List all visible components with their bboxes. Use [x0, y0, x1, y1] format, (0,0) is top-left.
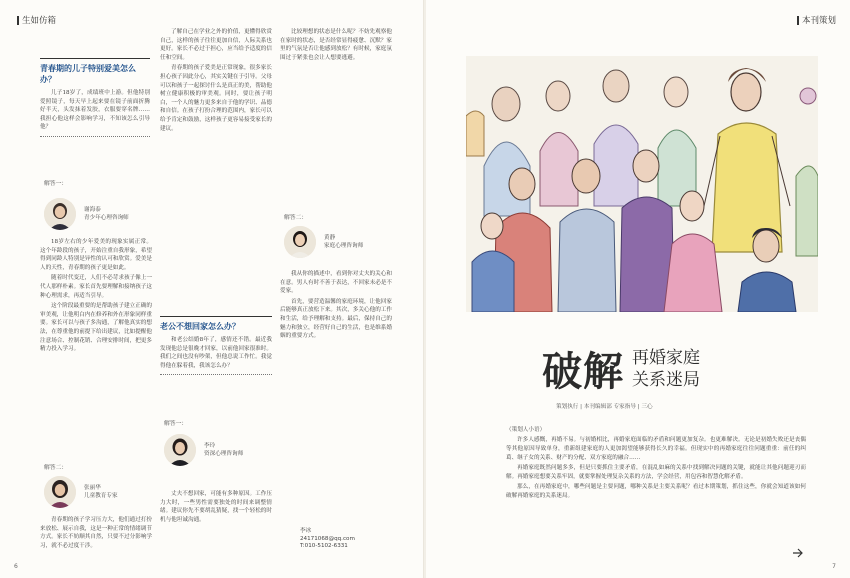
portrait-icon	[44, 198, 76, 230]
answer-label: 解答一：	[164, 421, 188, 427]
expert-title: 青少年心理咨询师	[84, 215, 129, 221]
expert-info	[324, 234, 363, 250]
answer-label: 解答二：	[284, 215, 308, 221]
section-tag-right-label: 本刊策划	[801, 16, 836, 26]
paragraph: 首先，要营造温馨的家庭环境，让他回家后能够真正放松下来。其次，多关心他的工作和生活，给予理解和支持。最后，保持自己的魅力和独立，经营好自己的生活，也是维系婚姻的重要方式。	[280, 298, 392, 340]
page-number-right: 7	[832, 563, 836, 570]
expert-card	[164, 434, 274, 470]
headline-main: 破解	[542, 348, 624, 395]
column-3-text	[280, 28, 392, 188]
paragraph: 比较理想的状态是什么呢？不妨先观察他在家时的状态，是否经常显得疲惫、沉默？家里的气氛是否让他感到放松？有时候，家庭氛围过于紧张也会让人想要逃避。	[280, 29, 392, 61]
question-1-body	[40, 89, 150, 132]
expert-title: 资深心理咨询师	[204, 451, 244, 457]
expert-avatar	[44, 476, 76, 508]
expert-title: 儿童教育专家	[84, 493, 118, 499]
contact-label: 李冰	[300, 528, 312, 534]
expert-title: 家庭心理咨询师	[324, 243, 364, 249]
headline-sub-line-1: 再婚家庭	[632, 347, 700, 368]
question-2-paragraph: 和老公结婚8年了，感情还不错。最近我发现他总是很晚才回家，以前他回家很准时。我们之间也没有吵架，但他总说工作忙。我觉得他在躲着我，我该怎么办？	[160, 337, 272, 369]
portrait-icon	[164, 434, 196, 466]
expert-name: 张丽华	[84, 485, 101, 491]
divider	[40, 136, 150, 137]
paragraph: 这个阶段最重要的是帮助孩子建立正确的审美观，让他明白内在修养和外在形象同样重要。家长可以与孩子多沟通，了解他真实的想法，在尊重他的前提下给出建议，比如提醒他注意场合、控制花销、合理安排时间，把更多精力投入学习。	[40, 303, 152, 353]
answer-text-3	[160, 490, 272, 562]
column-2-text	[160, 28, 272, 290]
feature-credit: 策划执行 | 本刊编辑部 专家指导 | 三心	[556, 404, 653, 410]
divider	[160, 374, 272, 375]
feature-headline	[542, 340, 700, 397]
section-tag-right	[794, 14, 836, 26]
expert-info	[204, 442, 243, 458]
question-1-paragraph: 儿子18岁了，成绩班中上游。但他特别爱照镜子，每天早上起来要在镜子前面折腾好半天，头发抹着发胶，衣服要穿名牌……我担心他这样会影响学习，不知该怎么引导他？	[40, 90, 150, 131]
intro-heading: （策划人小语）	[506, 427, 546, 433]
contact-phone: T:010-5102-6331	[300, 543, 348, 550]
contact-email[interactable]: 24171068@qq.com	[300, 535, 355, 542]
intro-paragraph: 再婚家庭既然问题多多，但是只要抓住主要矛盾，在混乱如麻的关系中找到解决问题的关键，就能让其他问题迎刃而解。再婚家庭想要关系牢固，就要掌握处理复杂关系的方法，学会经营，用包容和智慧化解矛盾。	[506, 465, 806, 480]
intro-paragraph: 那么，在再婚家庭中，哪些问题是主要问题，哪种关系是主要关系呢？看过本期策划，抓住这些，你就会知道该如何破解再婚家庭的关系迷局。	[506, 484, 806, 499]
expert-avatar	[44, 198, 76, 230]
page-number-left: 6	[14, 563, 18, 570]
paragraph: 随着时代变迁，人们不必苛求孩子像上一代人那样朴素。家长首先要理解和接纳孩子这种心理需求，再适当引导。	[40, 275, 152, 299]
answer-text-4	[280, 270, 392, 510]
question-box-1	[40, 58, 150, 137]
paragraph: 青春期的孩子学习压力大，他们通过打扮来放松、展示自我，这是一种正常的情绪调节方式。家长不妨顺其自然，只要不过分影响学习，就不必过度干涉。	[40, 517, 152, 549]
expert-card	[44, 198, 154, 234]
section-tag-left-label: 生如仿箱	[22, 16, 57, 26]
paragraph: 青春期的孩子爱美是正常现象，很多家长担心孩子因此分心，其实关键在于引导。父母可以和孩子一起探讨什么是真正的美，帮助他树立健康积极的审美观。同时，要让孩子明白，一个人的魅力更多来自于他的学识、品德和自信。在孩子打扮合理的范围内，家长可以给予肯定和鼓励，这样孩子更容易接受家长的建议。	[160, 65, 272, 132]
expert-info	[84, 206, 129, 222]
headline-sub-line-2: 关系迷局	[632, 369, 700, 390]
expert-info	[84, 484, 118, 500]
question-2-body	[160, 336, 272, 370]
paragraph: 18岁左右的少年爱美的现象实属正常。这个年龄段的孩子，开始注重自我形象，希望得到同龄人特别是异性的认可和欣赏。爱美是人的天性，青春期的孩子更是如此。	[40, 239, 152, 271]
family-illustration	[466, 56, 818, 312]
paragraph: 我从你的描述中，看到你对丈夫的关心和在意。男人有时不善于表达，不回家未必是不爱家。	[280, 271, 392, 295]
crowd-illustration	[466, 56, 818, 312]
left-page	[0, 0, 424, 578]
portrait-icon	[44, 476, 76, 508]
expert-card	[284, 226, 394, 262]
answer-text-1	[40, 238, 152, 456]
expert-name: 谢海泰	[84, 207, 101, 213]
expert-name: 李玲	[204, 443, 216, 449]
expert-avatar	[164, 434, 196, 466]
expert-avatar	[284, 226, 316, 258]
answer-label: 解答一：	[44, 181, 68, 187]
answer-label: 解答二：	[44, 465, 68, 471]
expert-card	[44, 476, 154, 512]
expert-name: 黄静	[324, 235, 336, 241]
portrait-icon	[284, 226, 316, 258]
arrow-icon	[792, 548, 804, 558]
section-tag-left	[14, 14, 56, 26]
question-1-title: 青春期的儿子特别爱美怎么办？	[40, 64, 136, 84]
headline-sub	[632, 347, 700, 391]
feature-intro	[506, 436, 806, 502]
answer-text-2	[40, 516, 152, 562]
question-box-2	[160, 316, 272, 375]
contact-block	[300, 528, 355, 551]
paragraph: 了解自己在学业之外的价值，更懂得欣赏自己，这样的孩子往往更加自信，人际关系也更好。家长不必过于担心，应当给予适度的信任和空间。	[160, 29, 272, 61]
intro-paragraph: 许多人感慨，再婚不易。与初婚相比，再婚家庭面临的矛盾和问题更加复杂。也更难解决。无论是初婚失败还是丧偶等其他原因导致单身，重新组建家庭的人更加渴望能够获得长久的幸福。但现实中的再婚家庭往往问题重重：前任的纠葛、继子女的关系、财产的分配、双方家庭的融合……	[506, 437, 806, 461]
paragraph: 丈夫不想回家，可能有多种原因。工作压力大时，一些男性需要独处的时间来调整情绪。建议你先不要胡乱猜疑，找一个轻松的时机与他坦诚沟通。	[160, 491, 272, 523]
question-2-title: 老公不想回家怎么办？	[160, 322, 240, 331]
